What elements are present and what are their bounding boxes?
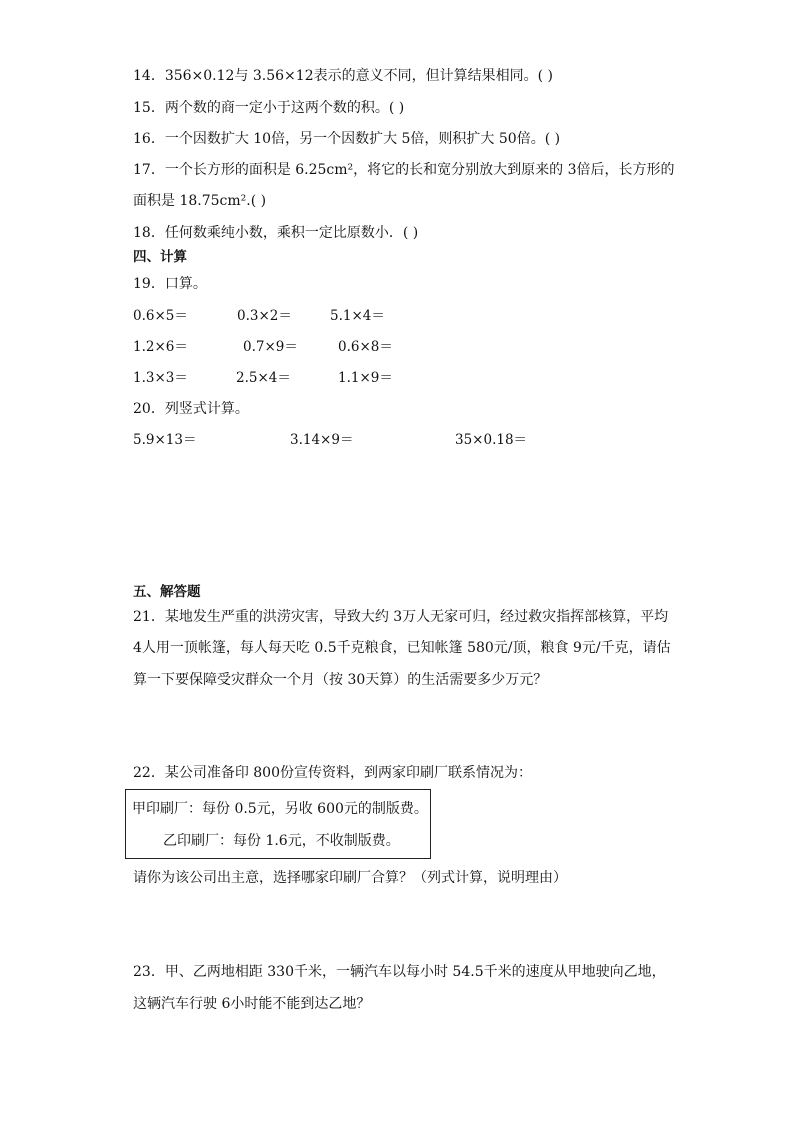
section-4-title: 四、计算 — [133, 249, 187, 265]
oral-item: 5.1×4＝ — [330, 308, 385, 324]
vertical-item: 5.9×13＝ — [133, 432, 197, 448]
box-line-yi: 乙印刷厂：每份 1.6元，不收制版费。 — [163, 833, 400, 849]
question-15: 15．两个数的商一定小于这两个数的积。( ) — [133, 100, 405, 116]
oral-item: 1.1×9＝ — [338, 370, 393, 386]
question-22-line2: 请你为该公司出主意，选择哪家印刷厂合算？（列式计算，说明理由） — [133, 870, 567, 886]
question-17-line1: 17．一个长方形的面积是 6.25cm²，将它的长和宽分别放大到原来的 3倍后，长方形的 — [133, 162, 675, 178]
question-23-line2: 这辆汽车行驶 6小时能不能到达乙地？ — [133, 996, 371, 1012]
vertical-item: 3.14×9＝ — [290, 432, 354, 448]
oral-item: 1.3×3＝ — [133, 370, 188, 386]
question-19: 19．口算。 — [133, 276, 207, 292]
section-5-title: 五、解答题 — [133, 584, 201, 600]
oral-item: 2.5×4＝ — [236, 370, 291, 386]
question-16: 16．一个因数扩大 10倍，另一个因数扩大 5倍，则积扩大 50倍。( ) — [133, 131, 561, 147]
vertical-item: 35×0.18＝ — [455, 432, 528, 448]
oral-item: 0.6×5＝ — [133, 308, 188, 324]
oral-item: 1.2×6＝ — [133, 339, 188, 355]
question-21-line3: 算一下要保障受灾群众一个月（按 30天算）的生活需要多少万元？ — [133, 672, 548, 688]
oral-item: 0.6×8＝ — [338, 339, 393, 355]
printing-quote-box — [125, 789, 431, 859]
question-17-line2: 面积是 18.75cm².( ) — [133, 193, 267, 209]
question-18: 18．任何数乘纯小数，乘积一定比原数小．( ) — [133, 225, 419, 241]
oral-item: 0.7×9＝ — [243, 339, 298, 355]
oral-item: 0.3×2＝ — [237, 308, 292, 324]
question-14: 14．356×0.12与 3.56×12表示的意义不同，但计算结果相同。( ) — [133, 68, 553, 84]
question-22-line1: 22．某公司准备印 800份宣传资料，到两家印刷厂联系情况为： — [133, 765, 532, 781]
question-20: 20．列竖式计算。 — [133, 401, 249, 417]
question-21-line1: 21．某地发生严重的洪涝灾害，导致大约 3万人无家可归，经过救灾指挥部核算，平均 — [133, 609, 669, 625]
question-21-line2: 4人用一顶帐篷，每人每天吃 0.5千克粮食，已知帐篷 580元/顶，粮食 9元/千克，请估 — [133, 640, 671, 656]
box-line-jia: 甲印刷厂：每份 0.5元，另收 600元的制版费。 — [132, 801, 428, 817]
question-23-line1: 23．甲、乙两地相距 330千米，一辆汽车以每小时 54.5千米的速度从甲地驶向乙地， — [133, 964, 666, 980]
